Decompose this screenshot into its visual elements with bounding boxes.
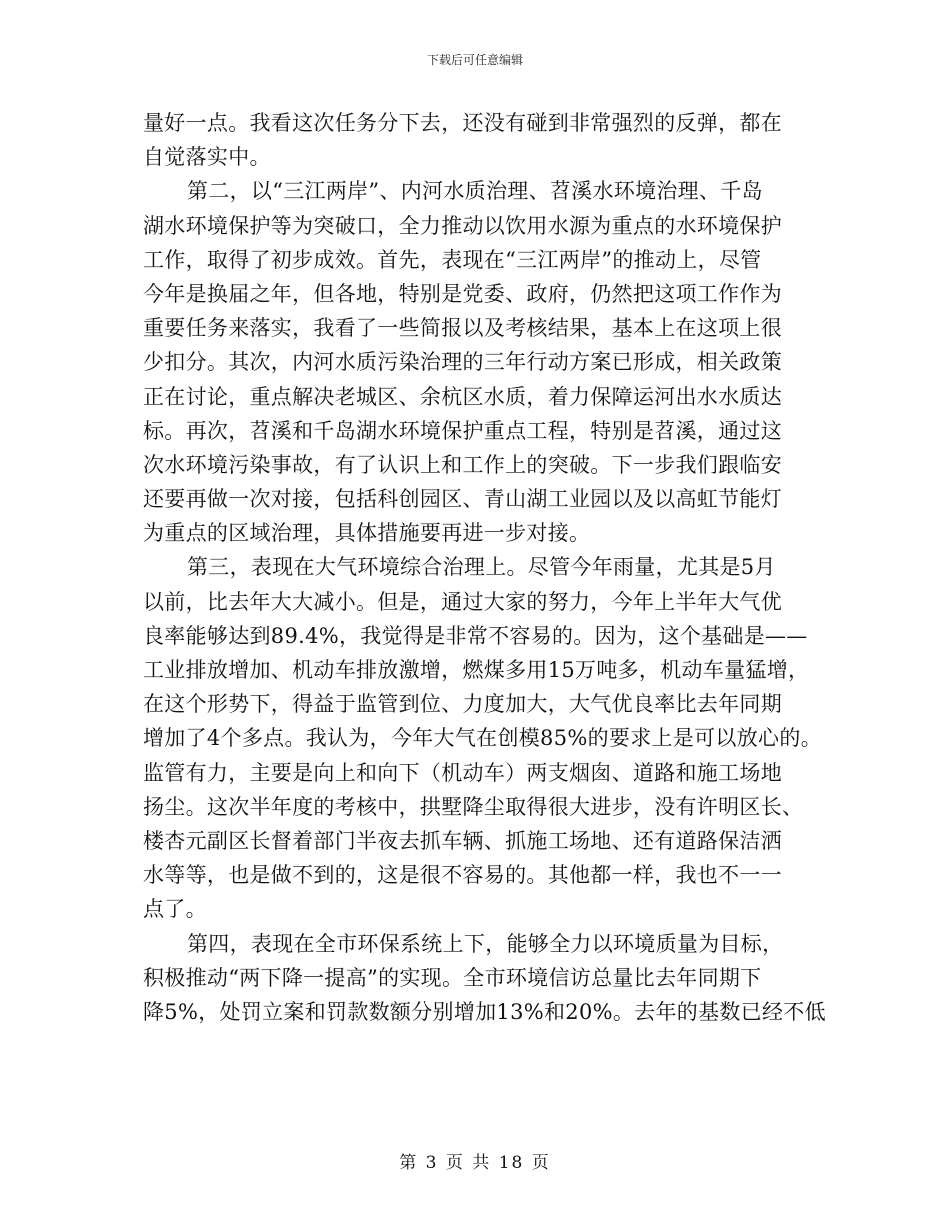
text-line: 扬尘。这次半年度的考核中，拱墅降尘取得很大进步，没有许明区长、 — [143, 794, 804, 819]
text-line: 工作，取得了初步成效。首先，表现在“三江两岸”的推动上，尽管 — [143, 247, 762, 272]
document-body — [143, 106, 826, 1029]
text-line: 重要任务来落实，我看了一些简报以及考核结果，基本上在这项上很 — [143, 316, 782, 341]
text-line: 量好一点。我看这次任务分下去，还没有碰到非常强烈的反弹，都在 — [143, 111, 782, 135]
text-line: 点了。 — [143, 897, 207, 922]
page-header: 下载后可任意编辑 — [426, 53, 523, 67]
text-line: 自觉落实中。 — [143, 145, 271, 170]
text-line: 监管有力，主要是向上和向下（机动车）两支烟囱、道路和施工场地 — [143, 760, 782, 785]
text-line: 湖水环境保护等为突破口，全力推动以饮用水源为重点的水环境保护 — [143, 213, 782, 238]
text-line: 还要再做一次对接，包括科创园区、青山湖工业园以及以高虹节能灯 — [143, 487, 782, 512]
text-line: 降5%，处罚立案和罚款数额分别增加13%和20%。去年的基数已经不低 — [143, 999, 826, 1024]
text-line: 工业排放增加、机动车排放激增，燃煤多用15万吨多，机动车量猛增， — [143, 658, 810, 682]
text-line: 增加了4个多点。我认为，今年大气在创模85%的要求上是可以放心的。 — [143, 726, 822, 751]
text-line: 今年是换届之年，但各地，特别是党委、政府，仍然把这项工作作为 — [143, 281, 782, 306]
text-line: 在这个形势下，得益于监管到位、力度加大，大气优良率比去年同期 — [143, 692, 782, 717]
text-line: 以前，比去年大大减小。但是，通过大家的努力，今年上半年大气优 — [143, 589, 782, 614]
text-line: 第二，以“三江两岸”、内河水质治理、苕溪水环境治理、千岛 — [187, 179, 763, 204]
text-line: 第三，表现在大气环境综合治理上。尽管今年雨量，尤其是5月 — [187, 555, 776, 580]
text-line: 第四，表现在全市环保系统上下，能够全力以环境质量为目标， — [187, 931, 784, 956]
text-line: 次水环境污染事故，有了认识上和工作上的突破。下一步我们跟临安 — [143, 452, 782, 477]
text-line: 水等等，也是做不到的，这是很不容易的。其他都一样，我也不一一 — [143, 863, 782, 888]
text-line: 良率能够达到89.4%，我觉得是非常不容易的。因为，这个基础是—— — [143, 623, 808, 648]
text-line: 少扣分。其次，内河水质污染治理的三年行动方案已形成，相关政策 — [143, 350, 782, 375]
text-line: 为重点的区域治理，具体措施要再进一步对接。 — [143, 521, 591, 546]
text-line: 标。再次，苕溪和千岛湖水环境保护重点工程，特别是苕溪，通过这 — [143, 418, 782, 443]
text-line: 积极推动“两下降一提高”的实现。全市环境信访总量比去年同期下 — [143, 965, 762, 990]
text-line: 正在讨论，重点解决老城区、余杭区水质，着力保障运河出水水质达 — [143, 384, 782, 409]
text-line: 楼杏元副区长督着部门半夜去抓车辆、抓施工场地、还有道路保洁洒 — [143, 828, 782, 853]
page-number-footer: 第 3 页 共 18 页 — [399, 1153, 551, 1173]
